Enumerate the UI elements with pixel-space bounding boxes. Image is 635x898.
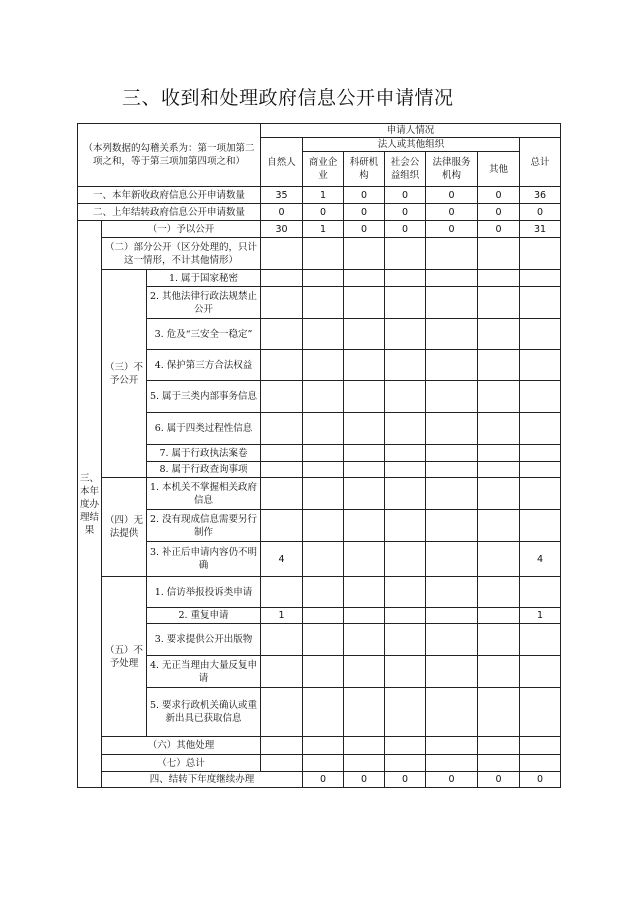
cell [478,510,520,542]
cell: 0 [478,221,520,238]
header-note: （本列数据的勾稽关系为：第一项加第二项之和，等于第三项加第四项之和） [78,124,261,187]
cell [478,238,520,270]
cell [520,656,561,688]
cell [344,608,385,624]
unable-item: 2. 没有现成信息需要另行制作 [147,510,261,542]
cell [303,478,344,510]
cell [385,445,426,462]
cell [261,238,303,270]
cell [478,755,520,772]
cell [426,270,478,287]
cell [303,350,344,381]
cell: 0 [344,187,385,204]
unable-item: 1. 本机关不掌握相关政府信息 [147,478,261,510]
row-not-process-label: （五）不予处理 [102,577,147,737]
cell [385,462,426,478]
header-legal-person-group: 法人或其他组织 [303,138,520,152]
header-natural-person: 自然人 [261,138,303,187]
cell [344,624,385,656]
cell: 0 [303,772,344,788]
cell [426,737,478,755]
header-applicant: 申请人情况 [261,124,561,138]
cell [426,413,478,445]
not-process-item: 5. 要求行政机关确认或重新出具已获取信息 [147,688,261,737]
cell [344,287,385,319]
cell [478,319,520,350]
not-disclose-item: 4. 保护第三方合法权益 [147,350,261,381]
cell [261,350,303,381]
cell [385,413,426,445]
cell [520,381,561,413]
cell [520,478,561,510]
cell: 0 [344,772,385,788]
cell [344,238,385,270]
cell [261,478,303,510]
cell [385,688,426,737]
cell: 1 [261,608,303,624]
cell [478,462,520,478]
cell [385,478,426,510]
header-research: 科研机构 [344,152,385,187]
cell [426,478,478,510]
not-process-item: 1. 信访举报投诉类申请 [147,577,261,608]
cell [344,381,385,413]
row-carried-over-label: 二、上年结转政府信息公开申请数量 [78,204,261,221]
cell: 0 [385,187,426,204]
cell: 4 [261,542,303,577]
page-title: 三、收到和处理政府信息公开申请情况 [122,87,454,109]
cell [478,381,520,413]
cell [426,350,478,381]
cell: 4 [520,542,561,577]
cell: 0 [344,221,385,238]
cell [520,577,561,608]
cell [520,413,561,445]
cell [478,413,520,445]
application-statistics-table [77,123,561,788]
cell [385,510,426,542]
cell [520,688,561,737]
not-disclose-item: 3. 危及“三安全一稳定” [147,319,261,350]
cell [385,319,426,350]
cell [344,462,385,478]
cell [426,624,478,656]
cell [426,577,478,608]
cell [303,755,344,772]
cell [303,270,344,287]
cell [385,238,426,270]
cell: 36 [520,187,561,204]
cell [344,656,385,688]
cell: 0 [344,204,385,221]
cell [478,270,520,287]
cell: 35 [261,187,303,204]
cell [426,287,478,319]
row-next-year-label: 四、结转下年度继续办理 [102,772,303,788]
cell [303,737,344,755]
cell: 1 [520,608,561,624]
cell [520,510,561,542]
cell: 31 [520,221,561,238]
not-disclose-item: 1. 属于国家秘密 [147,270,261,287]
cell [478,737,520,755]
not-disclose-item: 2. 其他法律行政法规禁止公开 [147,287,261,319]
cell: 0 [426,772,478,788]
cell [520,445,561,462]
cell [303,510,344,542]
cell [426,542,478,577]
cell: 1 [303,221,344,238]
cell [478,656,520,688]
header-social: 社会公益组织 [385,152,426,187]
cell [426,319,478,350]
not-process-item: 4. 无正当理由大量反复申请 [147,656,261,688]
not-disclose-item: 5. 属于三类内部事务信息 [147,381,261,413]
cell [303,287,344,319]
cell: 0 [385,204,426,221]
cell [261,656,303,688]
cell [261,381,303,413]
cell [426,688,478,737]
cell [303,542,344,577]
cell [303,462,344,478]
cell [385,350,426,381]
section3-label: 三、本年度办理结果 [78,221,102,788]
cell [344,413,385,445]
header-other: 其他 [478,152,520,187]
cell [261,755,303,772]
cell [520,350,561,381]
cell [385,542,426,577]
cell [385,755,426,772]
cell [426,445,478,462]
cell [385,624,426,656]
row-not-disclose-label: （三）不予公开 [102,270,147,478]
cell [344,688,385,737]
cell [520,287,561,319]
cell: 0 [385,772,426,788]
cell: 0 [303,204,344,221]
cell [385,577,426,608]
cell [261,287,303,319]
not-disclose-item: 6. 属于四类过程性信息 [147,413,261,445]
cell [344,737,385,755]
row-partial-label: （二）部分公开（区分处理的，只计这一情形，不计其他情形） [102,238,261,270]
cell [426,462,478,478]
cell [520,737,561,755]
cell [303,445,344,462]
cell [385,608,426,624]
unable-item: 3. 补正后申请内容仍不明确 [147,542,261,577]
cell: 0 [261,204,303,221]
cell [385,656,426,688]
row-total-label: （七）总计 [102,755,261,772]
cell [303,319,344,350]
cell [478,350,520,381]
row-new-received-label: 一、本年新收政府信息公开申请数量 [78,187,261,204]
cell [520,238,561,270]
row-unable-label: （四）无法提供 [102,478,147,577]
cell [303,413,344,445]
header-commercial: 商业企业 [303,152,344,187]
cell: 30 [261,221,303,238]
cell [344,350,385,381]
cell [261,462,303,478]
cell [344,755,385,772]
cell [426,381,478,413]
cell [520,270,561,287]
not-process-item: 3. 要求提供公开出版物 [147,624,261,656]
cell [303,577,344,608]
cell: 0 [478,772,520,788]
cell [261,624,303,656]
cell: 0 [426,204,478,221]
cell [478,577,520,608]
cell [344,445,385,462]
cell [478,542,520,577]
cell [303,238,344,270]
cell [303,608,344,624]
cell [344,577,385,608]
cell [478,478,520,510]
cell [261,319,303,350]
cell [520,462,561,478]
cell [261,270,303,287]
cell [303,624,344,656]
cell [261,445,303,462]
cell [478,624,520,656]
cell [344,510,385,542]
cell [303,381,344,413]
cell [385,381,426,413]
cell [261,577,303,608]
cell [478,287,520,319]
cell [303,688,344,737]
header-legal-service: 法律服务机构 [426,152,478,187]
cell [261,688,303,737]
cell [344,542,385,577]
cell [261,510,303,542]
cell [261,737,303,755]
cell [426,510,478,542]
cell: 0 [426,221,478,238]
cell [478,445,520,462]
not-disclose-item: 7. 属于行政执法案卷 [147,445,261,462]
cell [344,270,385,287]
not-process-item: 2. 重复申请 [147,608,261,624]
cell [426,238,478,270]
cell: 0 [478,204,520,221]
cell: 0 [478,187,520,204]
cell: 0 [520,772,561,788]
cell [426,656,478,688]
cell [385,287,426,319]
cell: 0 [385,221,426,238]
cell [520,624,561,656]
cell [426,608,478,624]
cell: 0 [520,204,561,221]
cell [385,270,426,287]
header-total: 总计 [520,138,561,187]
cell [303,656,344,688]
cell [520,319,561,350]
cell [478,688,520,737]
not-disclose-item: 8. 属于行政查询事项 [147,462,261,478]
row-disclose-label: （一）予以公开 [102,221,261,238]
cell [385,737,426,755]
cell: 0 [426,187,478,204]
row-other-handling-label: （六）其他处理 [102,737,261,755]
cell [478,608,520,624]
cell [261,413,303,445]
cell: 1 [303,187,344,204]
cell [520,755,561,772]
cell [344,478,385,510]
cell [426,755,478,772]
cell [344,319,385,350]
